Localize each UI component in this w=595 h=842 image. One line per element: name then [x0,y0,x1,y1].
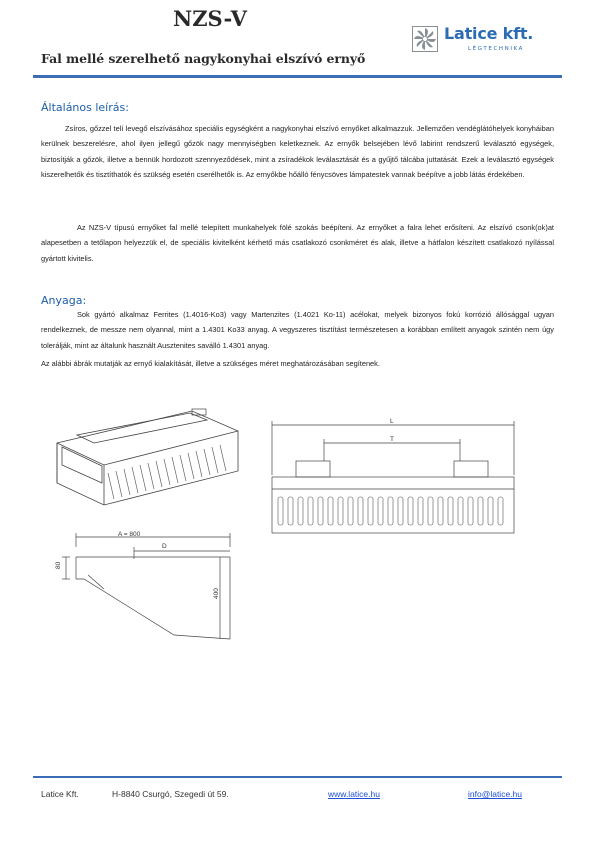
general-paragraph-1 [41,121,554,182]
general-paragraph-2 [41,220,554,266]
material-paragraph [41,307,554,353]
footer-address: H-8840 Csurgó, Szegedi út 59. [112,789,229,799]
logo-tagline: LÉGTECHNIKA [468,46,525,52]
material-paragraph-text: Sok gyártó alkalmaz Ferrites (1.4016-Ko3) vagy Martenzites (1.4021 Ko-11) acélokat, melyek bizonyos fokú korrózió állósággal ugyan rendelkeznek, de messze nem olyannal, mint a 1.4301 Ko33 anyag. A vegyszeres tisztítást természetesen a korábban említett anyagok szintén nem úgy tolerálják, mint az általunk használt Ausztenites saválló 1.4301 anyag. [41,310,554,350]
footer-divider [33,776,562,778]
dimension-label-depth: A = 800 [118,531,141,538]
header-divider [33,75,562,78]
material-heading: Anyaga: [41,294,87,307]
figure-note: Az alábbi ábrák mutatják az ernyő kialakítását, illetve a szükséges méret meghatározásában segítenek. [41,359,380,368]
general-paragraph-2-text: Az NZS-V típusú ernyőket fal mellé telepített munkahelyek fölé szokás beépíteni. Az ernyőket a falra lehet erősíteni. Az elszívó csonk(ok)at alapesetben a tetőlapon helyezzük el, de speciális kivitelként kérhető más csatlakozó csonkméret és alak, illetve a hátfalon készített csatlakozó nyílással gyártott kivitelis. [41,223,554,263]
document-title: NZS-V [173,6,247,31]
dimension-label-inner-length: T [390,436,394,443]
dimension-label-length: L [390,418,394,425]
dimension-label-height-total: 400 [213,588,220,599]
hood-front-elevation [262,417,524,537]
fan-logo-icon [412,26,438,52]
logo-name: Latice kft. [444,24,534,43]
footer-email-link[interactable]: info@latice.hu [468,789,522,799]
company-logo [412,24,552,60]
hood-side-section [44,527,234,649]
document-subtitle: Fal mellé szerelhető nagykonyhai elszívó ernyő [41,51,366,66]
footer-company: Latice Kft. [41,789,79,799]
grease-filter-slots [278,497,503,525]
footer-website-link[interactable]: www.latice.hu [328,789,380,799]
dimension-label-height-small: 80 [55,561,62,569]
dimension-label-inner-depth: D [162,543,167,550]
general-paragraph-1-text: Zsíros, gőzzel telí levegő elszívásához speciális egységként a nagykonyhai elszívó ernyőket alkalmazzuk. Jellemzően vendéglátóhelyek konyháiban kerülnek beszerelésre, ahol ilyen jellegű gőzök nagy mennyiségben keletkeznek. Az ernyők belsejében lévő labirint rendszerű leválasztó egységek, biztosítják a gőzök, illetve a bennük hordozott szennyeződések, mint a zsíradékok leválasztását és a gyűjtő tálcába juttatását. Ezek a leválasztó egységek kiszerelhetők és tisztíthatók és szükség esetén cserélhetők is. Az ernyőkbe hőálló fénycsöves lámpatestek vannak beépítve a jobb látás érdekében. [41,124,554,179]
hood-isometric-drawing [42,403,248,507]
general-heading: Általános leírás: [41,101,129,114]
